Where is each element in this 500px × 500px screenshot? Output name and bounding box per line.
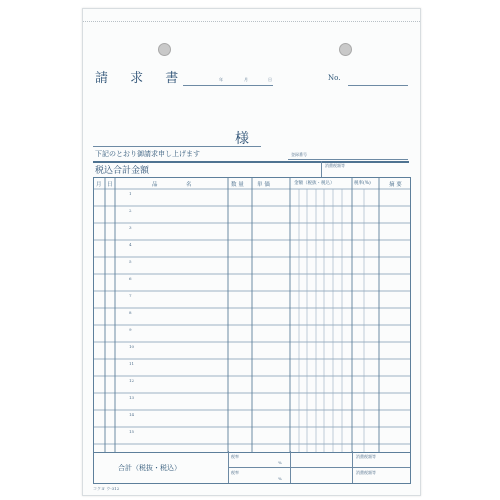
row-number: 7 — [129, 293, 132, 298]
row-number: 15 — [129, 429, 135, 434]
totals-tax-label-2: 消費税額等 — [356, 470, 376, 475]
row-number: 12 — [129, 378, 135, 383]
row-number: 14 — [129, 412, 135, 417]
row-number: 10 — [129, 344, 135, 349]
row-number: 6 — [129, 276, 132, 281]
column-header-quantity: 数 量 — [231, 182, 244, 188]
registration-underline — [288, 159, 408, 160]
grand-total-label: 合計（税抜・税込） — [118, 464, 181, 472]
percent-label-2: % — [278, 476, 282, 481]
document-title: 請 求 書 — [95, 71, 188, 86]
row-number: 1 — [129, 191, 132, 196]
column-header-amount: 金額（税抜・税込） — [294, 181, 335, 186]
row-number: 9 — [129, 327, 132, 332]
row-number: 5 — [129, 259, 132, 264]
total-with-tax-label: 税込合計金額 — [95, 166, 150, 176]
totals-middle-rule — [228, 467, 410, 468]
row-number: 13 — [129, 395, 135, 400]
column-header-notes: 摘 要 — [389, 182, 402, 188]
tax-rate-label-1: 税率 — [231, 454, 239, 459]
binding-hole-left — [158, 43, 171, 56]
summary-divider — [321, 161, 322, 177]
row-number: 8 — [129, 310, 132, 315]
row-number: 3 — [129, 225, 132, 230]
date-underline — [183, 85, 273, 86]
invoice-sheet — [82, 8, 421, 496]
totals-section — [93, 451, 411, 484]
totals-tax-label-1: 消費税額等 — [356, 454, 376, 459]
column-header-item-1: 品 — [152, 182, 158, 188]
perforation-line — [83, 21, 420, 22]
registration-number-label: 登録番号 — [291, 152, 307, 157]
percent-label-1: % — [278, 460, 282, 465]
column-header-tax-rate: 税率(%) — [354, 181, 371, 186]
items-table — [93, 177, 411, 453]
number-underline — [348, 85, 408, 86]
date-year-label: 年 — [219, 77, 223, 82]
tax-rate-label-2: 税率 — [231, 470, 239, 475]
billing-message: 下記のとおり御請求申し上げます — [95, 150, 200, 158]
number-label: No. — [328, 74, 341, 82]
column-header-unit-price: 単 価 — [257, 182, 270, 188]
row-number: 2 — [129, 208, 132, 213]
product-code: コクヨ ウ-312 — [93, 486, 120, 491]
date-month-label: 月 — [244, 77, 248, 82]
column-header-month: 月 — [96, 182, 102, 188]
binding-hole-right — [339, 43, 352, 56]
row-number: 11 — [129, 361, 135, 366]
column-header-item-2: 名 — [186, 182, 192, 188]
honorific-suffix: 様 — [235, 131, 249, 147]
items-grid-lines — [94, 178, 410, 452]
summary-tax-label: 消費税額等 — [325, 163, 345, 168]
date-day-label: 日 — [268, 77, 272, 82]
row-number: 4 — [129, 242, 132, 247]
column-header-day: 日 — [107, 182, 113, 188]
